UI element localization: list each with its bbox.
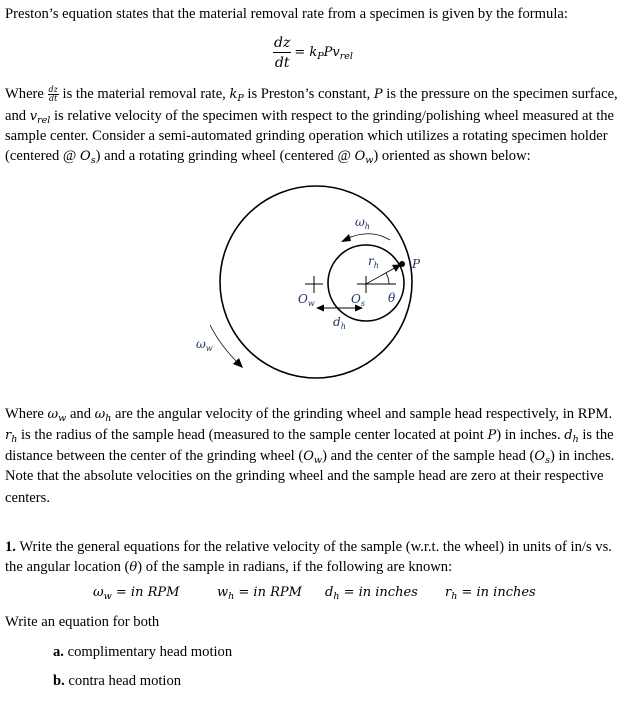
definitions-line2: [5, 425, 637, 447]
text: ) in inches.: [496, 427, 565, 443]
omega-w-label: $\omega_w$: [196, 337, 213, 353]
text: is the material removal rate,: [58, 86, 230, 102]
math-omega: ω: [47, 407, 59, 422]
rhs-k: = k: [294, 44, 318, 60]
question-number: 1.: [5, 539, 16, 555]
P-label: P: [412, 257, 421, 271]
rhs-pv: Pv: [323, 44, 340, 60]
math-sub: P: [237, 93, 244, 104]
r-h-label: $r_h$: [368, 254, 379, 270]
omega-h-label: $\omega_h$: [355, 215, 370, 231]
part-b: [53, 671, 641, 691]
text: Note that the absolute velocities on the grinding wheel and the sample head are zero at their respective: [5, 468, 604, 484]
text: ) of the sample in radians, if the following are known:: [137, 559, 453, 575]
known-values-row: [0, 583, 641, 605]
definitions-line4: [5, 466, 637, 486]
math-O: O: [534, 449, 546, 464]
fraction-denominator: dt: [274, 55, 290, 71]
omega-h-arrowhead: [341, 234, 351, 242]
omega-h-arc: [346, 234, 390, 240]
math-omega: ω: [94, 407, 106, 422]
known-w-h: $w_h$ = in RPM: [217, 585, 302, 602]
Ow-label: $O_w$: [298, 292, 315, 308]
text: and: [5, 108, 30, 124]
definitions-line3: [5, 446, 637, 468]
part-a: [53, 642, 641, 662]
dh-arrow-left: [316, 305, 324, 312]
math-sub: h: [572, 434, 579, 445]
grinding-wheel-circle: [220, 186, 412, 378]
text: Write an equation for both: [5, 614, 160, 630]
theta-label: θ: [388, 291, 396, 305]
math-P: P: [487, 428, 497, 443]
math-O: O: [303, 449, 314, 464]
text: Where: [5, 406, 48, 422]
text: Write the general equations for the relative velocity of the sample (w.r.t. the wheel) in units of in/s vs.: [15, 539, 612, 555]
definitions-line5: [5, 488, 637, 508]
Os-label: $O_s$: [351, 292, 365, 308]
text: ) and the center of the sample head (: [322, 448, 535, 464]
text: distance between the center of the grinding wheel (: [5, 448, 304, 464]
question-line1: [5, 537, 637, 557]
point-P-dot: [399, 261, 405, 267]
text: ) in inches.: [549, 448, 615, 464]
part-a-label: a.: [53, 644, 64, 660]
math-theta: θ: [129, 560, 138, 575]
question-line2: [5, 557, 637, 578]
math-P: P: [373, 87, 383, 102]
text: (centered @: [5, 148, 81, 164]
text: is the: [578, 427, 614, 443]
text: ) and a rotating grinding wheel (centered @: [95, 148, 355, 164]
part-a-text: complimentary head motion: [63, 644, 233, 660]
known-r-h: $r_h$ = in inches: [445, 585, 536, 602]
part-b-text: contra head motion: [64, 673, 182, 689]
text: the angular location (: [5, 559, 130, 575]
math-sub: h: [105, 413, 112, 424]
text: is relative velocity of the specimen with respect to the grinding/polishing wheel measured at the: [50, 108, 615, 124]
part-b-label: b.: [53, 673, 65, 689]
math-r: r: [5, 428, 12, 443]
rhs-k-sub: P: [317, 50, 324, 62]
text: is Preston’s constant,: [243, 86, 374, 102]
math-O: O: [80, 149, 91, 164]
fraction-numerator: dz: [274, 35, 291, 51]
math-sub: w: [365, 155, 374, 166]
math-k: k: [229, 87, 238, 102]
math-v: v: [29, 109, 38, 124]
fraction-numerator: dz: [48, 85, 58, 95]
math-sub: h: [11, 434, 18, 445]
known-omega-w: $\omega_w$ = in RPM: [93, 585, 180, 602]
known-d-h: $d_h$ = in inches: [325, 585, 418, 602]
math-sub: s: [90, 155, 96, 166]
definitions-line1: [5, 404, 637, 426]
text: is the pressure on the specimen surface,: [382, 86, 618, 102]
intro-sentence: Preston’s equation states that the material removal rate from a specimen is given by the formula:: [5, 6, 568, 22]
math-sub: rel: [37, 115, 51, 126]
text: Where: [5, 86, 44, 102]
math-sub: w: [58, 413, 67, 424]
text: centers.: [5, 490, 50, 506]
text: and: [66, 406, 95, 422]
text: ) oriented as shown below:: [373, 148, 531, 164]
write-both-text: [5, 612, 637, 632]
theta-arc: [386, 273, 389, 284]
math-O: O: [354, 149, 366, 164]
text: is the radius of the sample head (measured to the sample center located at point: [17, 427, 488, 443]
text: are the angular velocity of the grinding wheel and sample head respectively, in RPM.: [111, 406, 613, 422]
fraction-denominator: dt: [49, 94, 58, 104]
rhs-v-sub: rel: [339, 50, 353, 62]
dh-label: $d_h$: [333, 315, 346, 331]
math-d: d: [564, 428, 573, 443]
math-sub: s: [545, 455, 550, 466]
math-sub: w: [313, 455, 323, 466]
text: sample center. Consider a semi-automated grinding operation which utilizes a rotating specimen holder: [5, 128, 608, 144]
